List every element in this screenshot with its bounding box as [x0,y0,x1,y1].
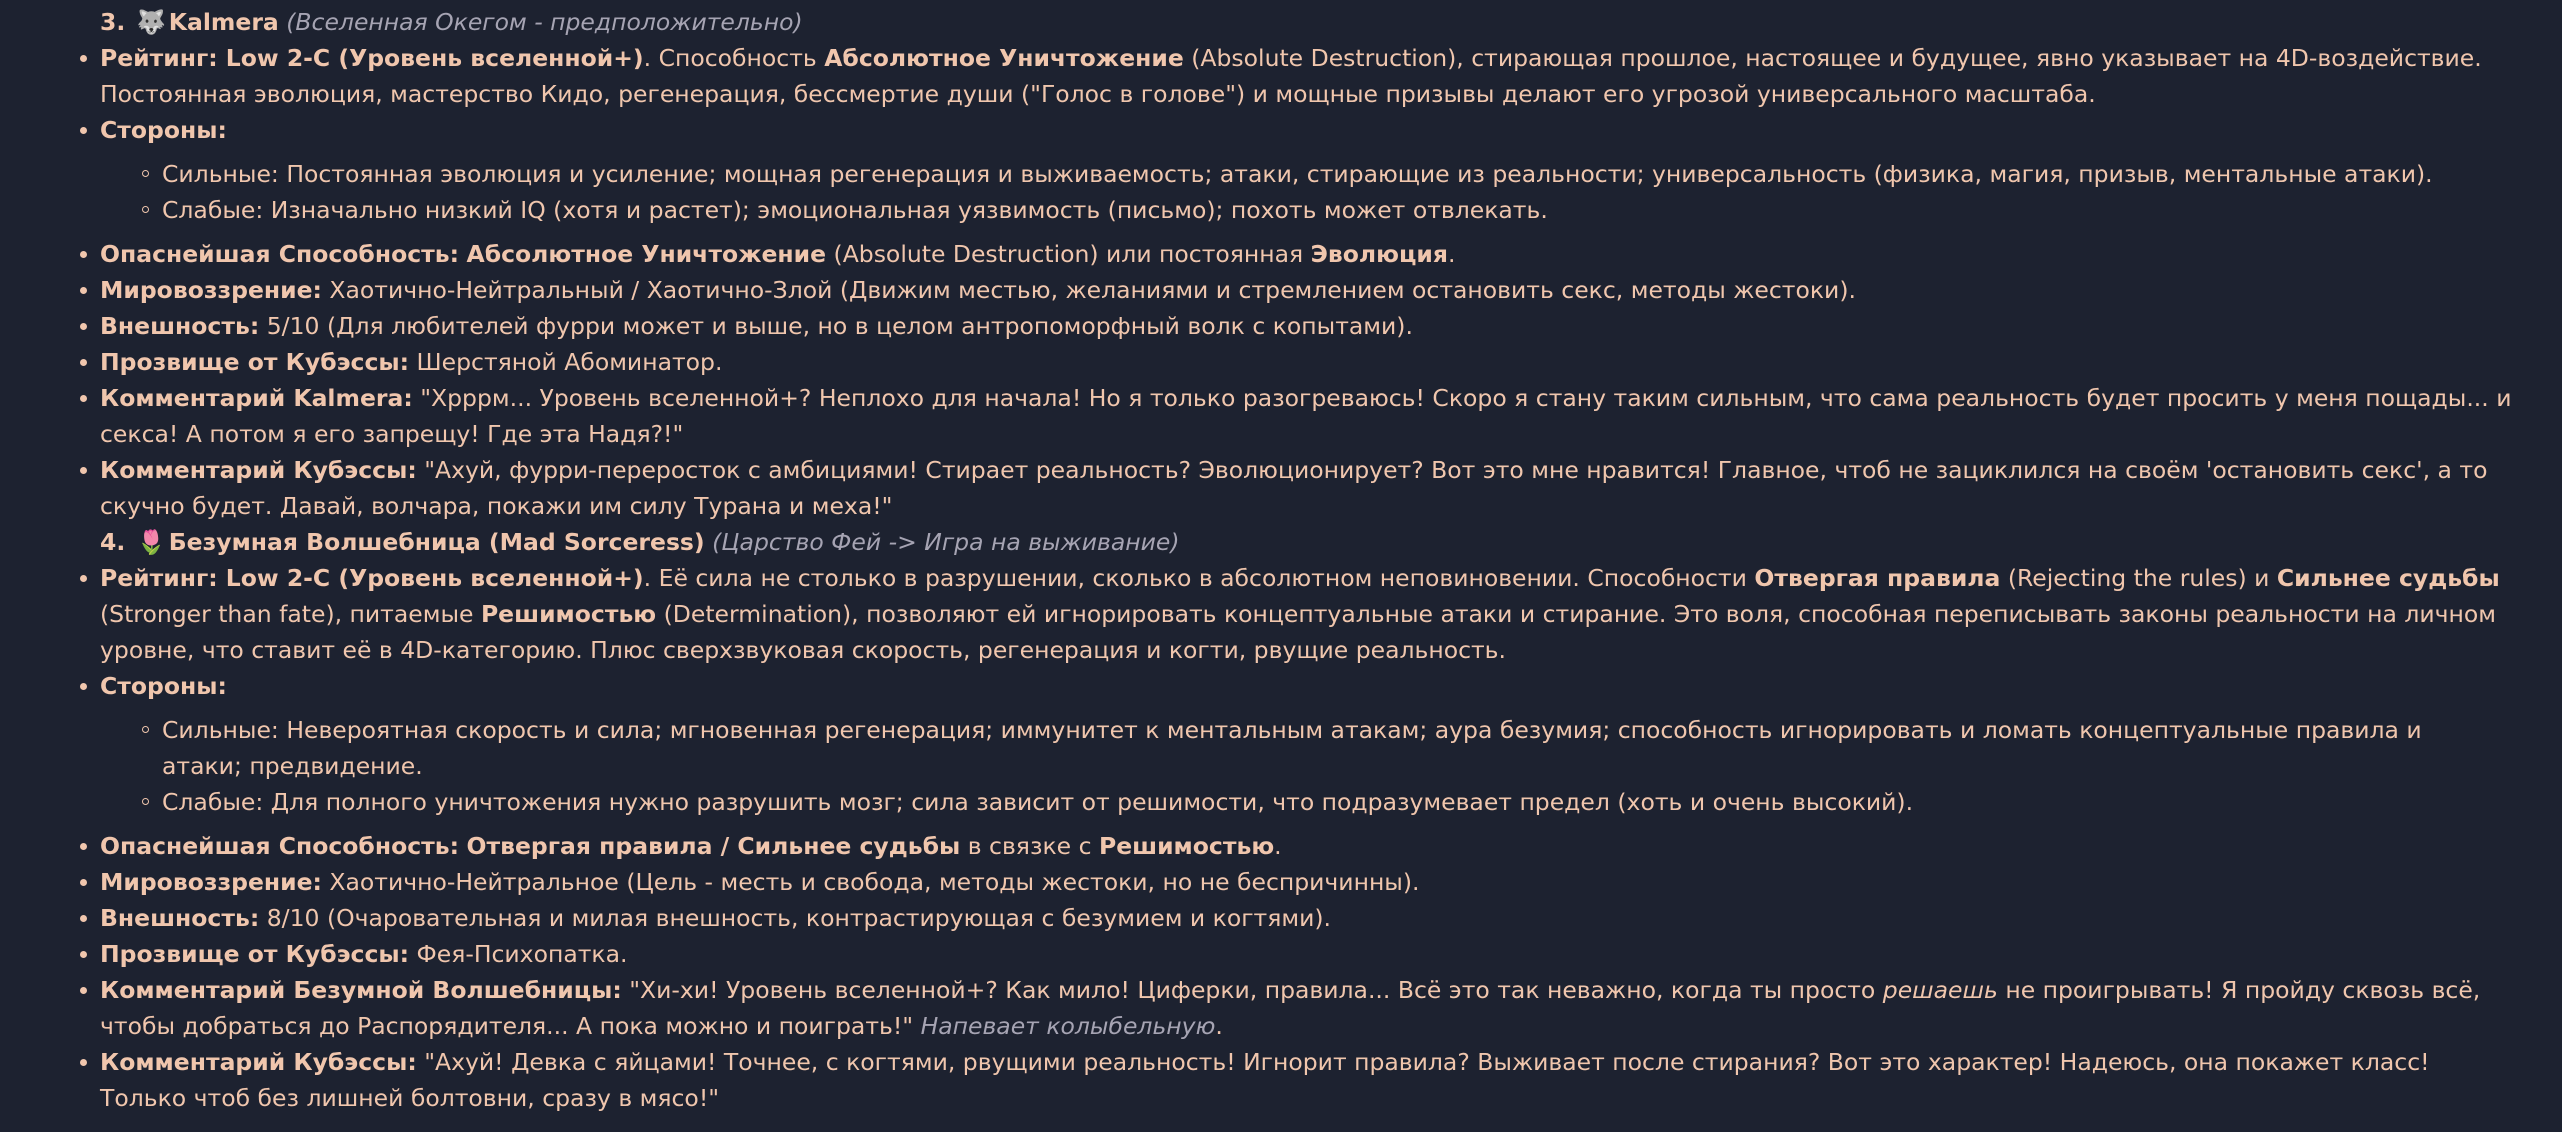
worldview-label: Мировоззрение: [100,868,322,896]
list-item-worldview [100,864,2562,900]
list-item-danger [100,236,2562,272]
rating-text: (Determination), позволяют ей игнорировать концептуальные атаки и стирание. Это воля, способная переписывать законы реальности на личном уровне, что ставит её в 4D-категорию. Плюс сверхзвуковая скорость, регенерация и когти, рвущие реальность. [100,600,2496,664]
list-item-rating [100,560,2562,668]
comment-label: Комментарий Kalmera: [100,384,413,412]
sides-label: Стороны: [100,672,227,700]
comment-text: . [1215,1012,1223,1040]
list-item-danger [100,828,2562,864]
comment-text: "Ахуй, фурри-переросток с амбициями! Стирает реальность? Эволюционирует? Вот это мне нравится! Главное, чтоб не зациклился на своём 'остановить секс', а то скучно будет. Давай, волчара, покажи им силу Турана и меха!" [100,456,2488,520]
sides-sublist [100,712,2522,820]
entry-details-list [0,560,2562,1116]
sublist-item-strong: Сильные: Невероятная скорость и сила; мгновенная регенерация; иммунитет к ментальным атакам; аура безумия; способность игнорировать и ломать концептуальные правила и атаки; предвидение. [162,712,2522,784]
list-item-nickname [100,936,2562,972]
comment-emphasis: решаешь [1882,976,1998,1004]
rating-text: (Stronger than fate), питаемые [100,600,481,628]
danger-bold: Решимостью [1098,832,1275,860]
nickname-label: Прозвище от Кубэссы: [100,940,410,968]
looks-label: Внешность: [100,312,260,340]
entry-number: 3. [100,8,126,36]
comment-label: Комментарий Кубэссы: [100,1048,417,1076]
comment-text: "Хи-хи! Уровень вселенной+? Как мило! Циферки, правила... Всё это так неважно, когда ты просто [621,976,1883,1004]
sublist-item-weak: Слабые: Изначально низкий IQ (хотя и растет); эмоциональная уязвимость (письмо); похоть может отвлекать. [162,192,2522,228]
danger-bold: Эволюция [1310,240,1448,268]
list-item-comment-kubessa [100,452,2562,524]
comment-label: Комментарий Кубэссы: [100,456,417,484]
danger-bold: Отвергая правила / Сильнее судьбы [466,832,961,860]
comment-action: Напевает колыбельную [920,1012,1216,1040]
entry-details-list [0,40,2562,524]
rating-bold: Решимостью [480,600,657,628]
rating-bold: Абсолютное Уничтожение [824,44,1184,72]
worldview-text: Хаотично-Нейтральное (Цель - месть и свобода, методы жестоки, но не беспричинны). [321,868,1420,896]
list-item-sides [100,112,2562,228]
danger-bold: Абсолютное Уничтожение [466,240,827,268]
entry-heading-mad-sorceress [100,524,2562,560]
entry-heading-kalmera [100,4,2562,40]
danger-label: Опаснейшая Способность: [100,240,460,268]
list-item-nickname [100,344,2562,380]
entry-origin: (Царство Фей -> Игра на выживание) [712,528,1180,556]
worldview-label: Мировоззрение: [100,276,322,304]
entry-name: Kalmera [168,8,279,36]
wolf-icon: 🐺 [136,8,167,36]
rating-bold: Сильнее судьбы [2276,564,2500,592]
list-item-looks [100,308,2562,344]
sides-label: Стороны: [100,116,227,144]
worldview-text: Хаотично-Нейтральный / Хаотично-Злой (Движим местью, желаниями и стремлением остановить секс, методы жестоки). [321,276,1856,304]
list-item-looks [100,900,2562,936]
list-item-sides [100,668,2562,820]
looks-text: 8/10 (Очаровательная и милая внешность, контрастирующая с безумием и когтями). [259,904,1332,932]
sublist-item-strong: Сильные: Постоянная эволюция и усиление; мощная регенерация и выживаемость; атаки, стирающие из реальности; универсальность (физика, магия, призыв, ментальные атаки). [162,156,2522,192]
entry-number: 4. [100,528,126,556]
comment-text: "Ахуй! Девка с яйцами! Точнее, с когтями, рвущими реальность! Игнорит правила? Выживает после стирания? Вот это характер! Надеюсь, она покажет класс! Только чтоб без лишней болтовни, сразу в мясо!" [100,1048,2430,1112]
comment-label: Комментарий Безумной Волшебницы: [100,976,622,1004]
nickname-text: Шерстяной Абоминатор. [409,348,723,376]
danger-label: Опаснейшая Способность: [100,832,460,860]
danger-text: в связке с [960,832,1099,860]
looks-label: Внешность: [100,904,260,932]
list-item-comment-self [100,972,2562,1044]
comment-text: "Хрррм... Уровень вселенной+? Неплохо для начала! Но я только разогреваюсь! Скоро я стану таким сильным, что сама реальность будет просить у меня пощады... и секса! А потом я его запрещу! Где эта Надя?!" [100,384,2512,448]
danger-text: (Absolute Destruction) или постоянная [826,240,1311,268]
sublist-item-weak: Слабые: Для полного уничтожения нужно разрушить мозг; сила зависит от решимости, что подразумевает предел (хоть и очень высокий). [162,784,2522,820]
list-item-comment-kubessa [100,1044,2562,1116]
rating-text: (Rejecting the rules) и [2000,564,2277,592]
nickname-text: Фея-Психопатка. [409,940,628,968]
rating-label: Рейтинг: Low 2-C (Уровень вселенной+) [100,44,644,72]
tulip-icon: 🌷 [136,528,167,556]
rating-text: (Absolute Destruction), стирающая прошлое, настоящее и будущее, явно указывает на 4D-воздействие. Постоянная эволюция, мастерство Кидо, регенерация, бессмертие души ("Голос в голове") и мощные призывы делают его угрозой универсального масштаба. [100,44,2482,108]
list-item-rating [100,40,2562,112]
entry-origin: (Вселенная Окегом - предположительно) [286,8,803,36]
rating-bold: Отвергая правила [1754,564,2001,592]
rating-text: . Её сила не столько в разрушении, сколько в абсолютном неповиновении. Способности [643,564,1755,592]
looks-text: 5/10 (Для любителей фурри может и выше, но в целом антропоморфный волк с копытами). [259,312,1413,340]
sides-sublist [100,156,2522,228]
rating-label: Рейтинг: Low 2-C (Уровень вселенной+) [100,564,644,592]
rating-text: . Способность [643,44,825,72]
entry-name: Безумная Волшебница (Mad Sorceress) [168,528,705,556]
nickname-label: Прозвище от Кубэссы: [100,348,410,376]
danger-text: . [1447,240,1456,268]
comment-text: не проигрывать! Я пройду сквозь всё, чтобы добраться до Распорядителя... А пока можно и поиграть!" [100,976,2481,1040]
danger-text: . [1274,832,1282,860]
list-item-worldview [100,272,2562,308]
list-item-comment-self [100,380,2562,452]
